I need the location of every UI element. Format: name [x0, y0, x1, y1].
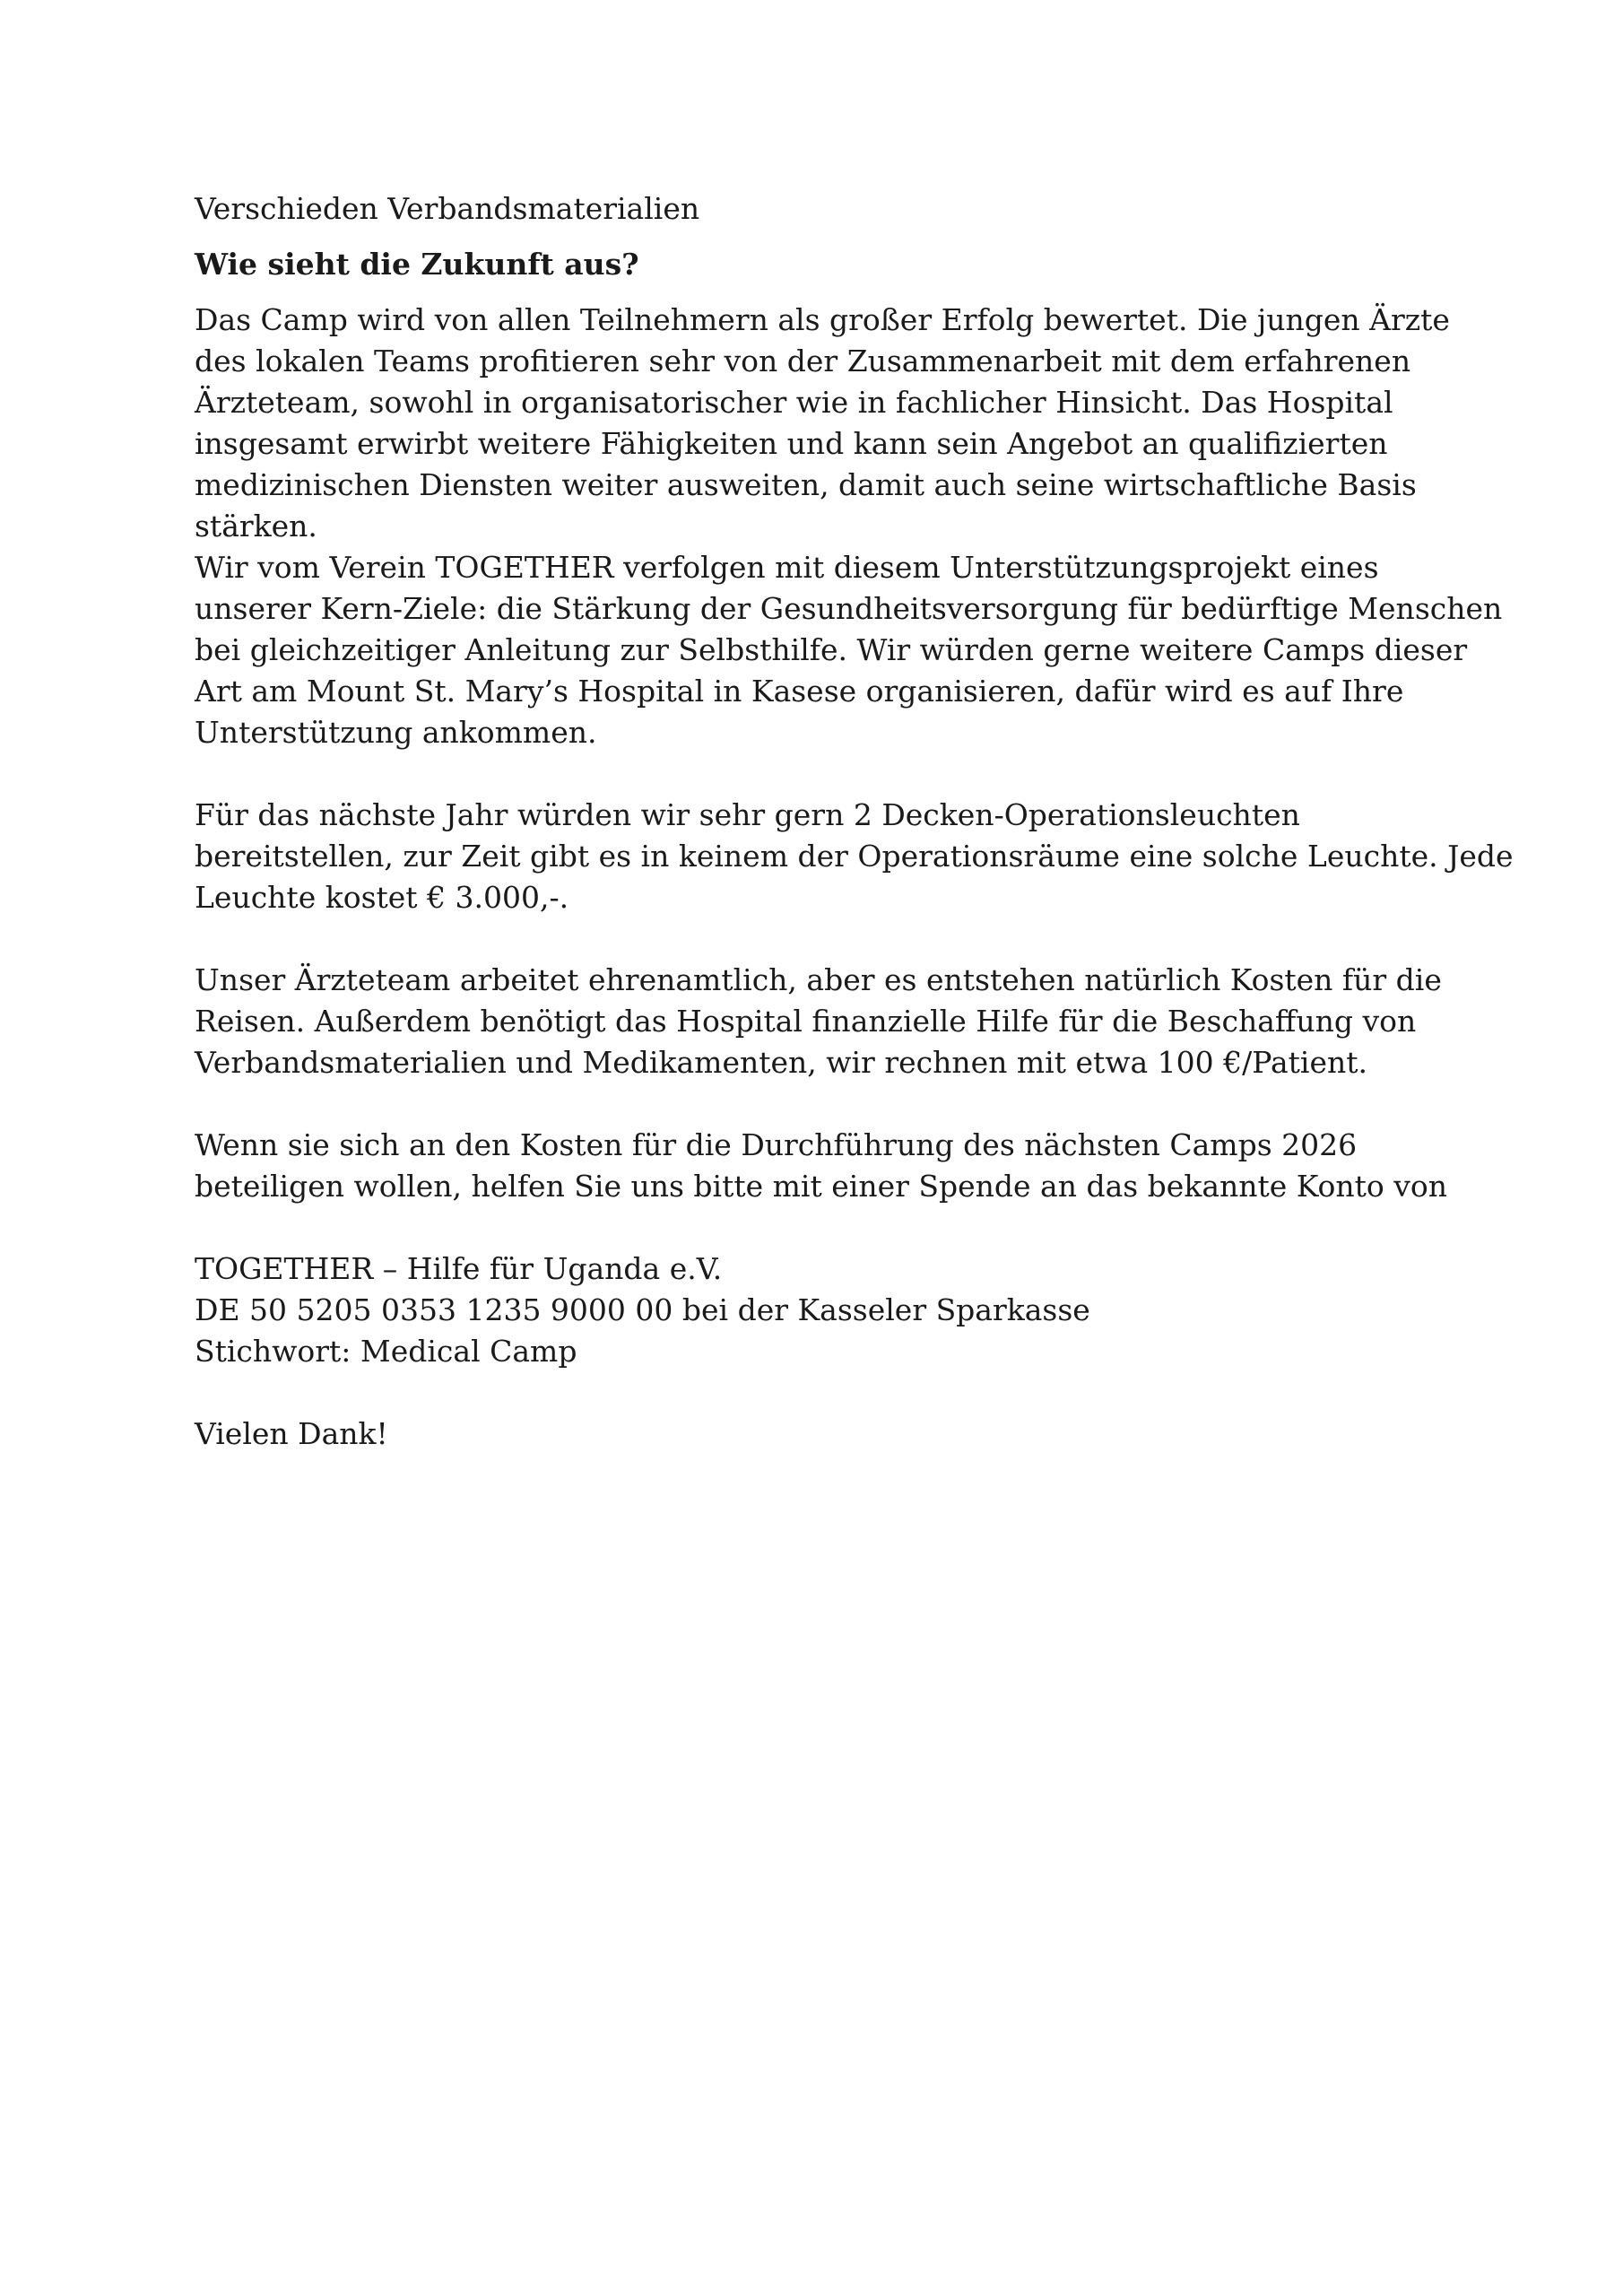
- paragraph-line: des lokalen Teams profitieren sehr von der Zusammenarbeit mit dem erfahrenen: [195, 344, 1411, 378]
- paragraph-line: Verbandsmaterialien und Medikamenten, wir rechnen mit etwa 100 €/Patient.: [195, 1045, 1368, 1080]
- closing-line: Vielen Dank!: [195, 1416, 388, 1451]
- paragraph-line: Wir vom Verein TOGETHER verfolgen mit diesem Unterstützungsprojekt eines: [195, 550, 1379, 585]
- paragraph-line: bereitstellen, zur Zeit gibt es in keinem der Operationsräume eine solche Leuchte. Jede: [195, 839, 1514, 874]
- paragraph-line: insgesamt erwirbt weitere Fähigkeiten und kann sein Angebot an qualifizierten: [195, 426, 1388, 461]
- paragraph-donation-request: [195, 1125, 1477, 1207]
- document-body: [195, 188, 1514, 1455]
- paragraph-line: Wenn sie sich an den Kosten für die Durchführung des nächsten Camps 2026: [195, 1127, 1358, 1162]
- paragraph-line: stärken.: [195, 509, 317, 544]
- paragraph-line: Leuchte kostet € 3.000,-.: [195, 880, 569, 915]
- paragraph-operating-lights: [195, 795, 1514, 918]
- paragraph-line: Für das nächste Jahr würden wir sehr gern 2 Decken-Operationsleuchten: [195, 797, 1300, 832]
- paragraph-line: Das Camp wird von allen Teilnehmern als großer Erfolg bewertet. Die jungen Ärzte: [195, 302, 1450, 337]
- paragraph-line: Ärzteteam, sowohl in organisatorischer wie in fachlicher Hinsicht. Das Hospital: [195, 385, 1393, 420]
- paragraph-line: Reisen. Außerdem benötigt das Hospital finanzielle Hilfe für die Beschaffung von: [195, 1004, 1417, 1039]
- section-heading: Wie sieht die Zukunft aus?: [195, 247, 639, 282]
- bank-account-name: TOGETHER – Hilfe für Uganda e.V.: [195, 1251, 723, 1286]
- paragraph-line: beteiligen wollen, helfen Sie uns bitte mit einer Spende an das bekannte Konto von: [195, 1169, 1448, 1204]
- paragraph-camp-success: [195, 300, 1503, 753]
- paragraph-line: medizinischen Diensten weiter ausweiten, damit auch seine wirtschaftliche Basis: [195, 467, 1417, 502]
- paragraph-line: Art am Mount St. Mary’s Hospital in Kasese organisieren, dafür wird es auf Ihre: [195, 674, 1404, 709]
- paragraph-line: unserer Kern-Ziele: die Stärkung der Gesundheitsversorgung für bedürftige Menschen: [195, 591, 1503, 626]
- bank-iban: DE 50 5205 0353 1235 9000 00 bei der Kasseler Sparkasse: [195, 1292, 1090, 1327]
- bank-details: [195, 1248, 1477, 1372]
- paragraph-line: Unterstützung ankommen.: [195, 715, 597, 750]
- paragraph-line: bei gleichzeitiger Anleitung zur Selbsthilfe. Wir würden gerne weitere Camps dieser: [195, 632, 1468, 667]
- bank-keyword: Stichwort: Medical Camp: [195, 1334, 577, 1369]
- intro-line: Verschieden Verbandsmaterialien: [195, 191, 700, 226]
- paragraph-costs: [195, 960, 1477, 1083]
- paragraph-line: Unser Ärzteteam arbeitet ehrenamtlich, aber es entstehen natürlich Kosten für die: [195, 962, 1442, 997]
